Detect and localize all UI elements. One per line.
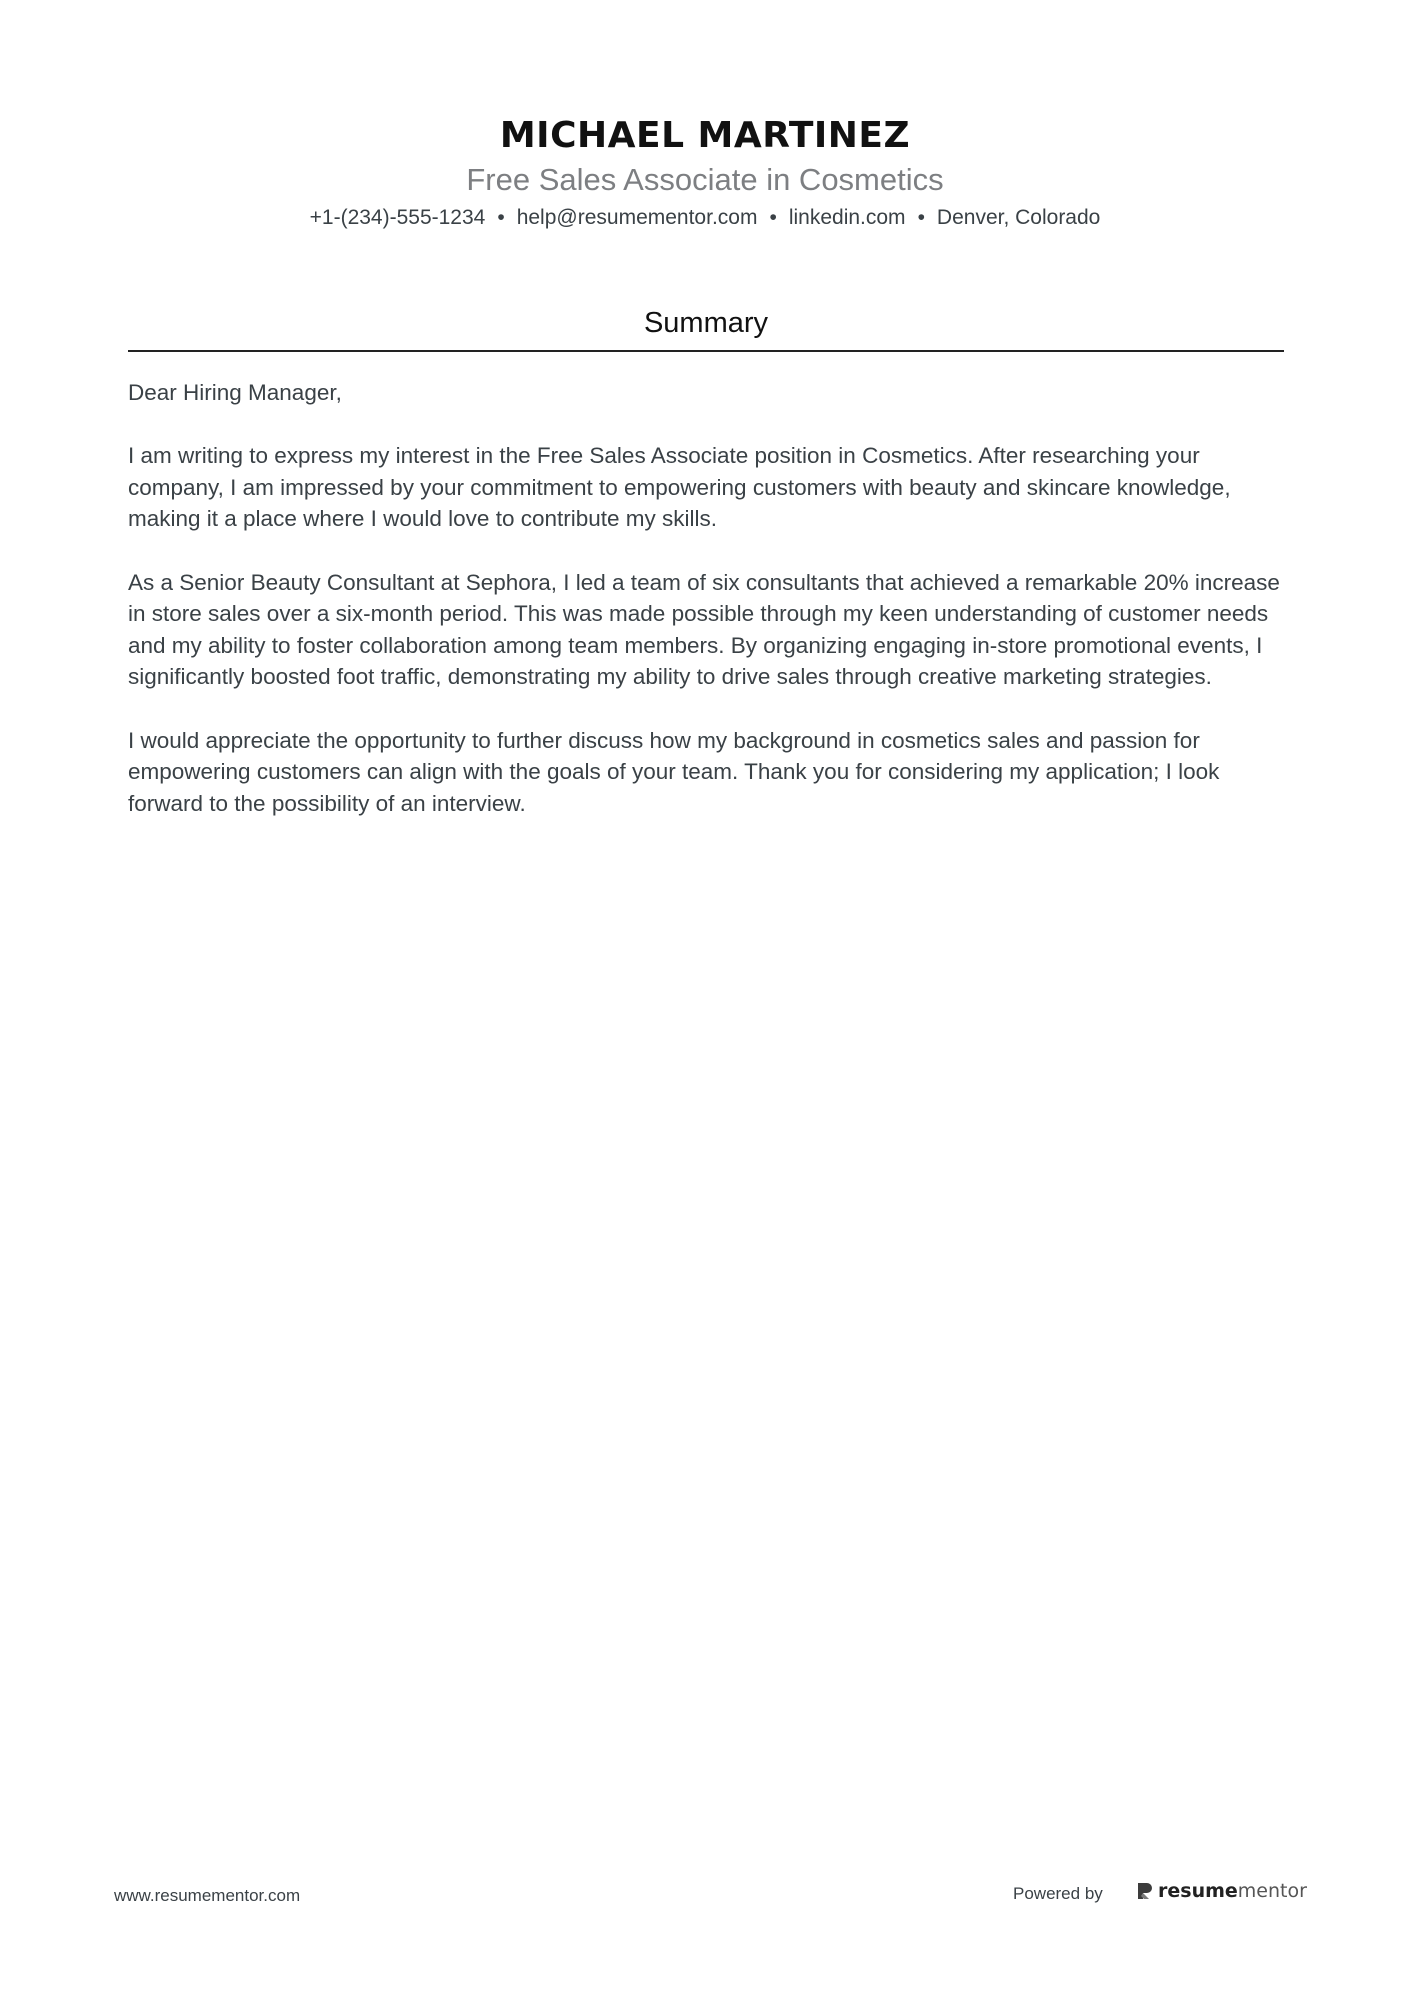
letter-greeting: Dear Hiring Manager, [128, 380, 342, 405]
logo-text-light: mentor [1237, 1880, 1307, 1902]
contact-phone: +1-(234)-555-1234 [309, 206, 486, 229]
letter-paragraph: I am writing to express my interest in the Free Sales Associate position in Cosmetics. After researching your company, I am impressed by your commitment to empowering customers with beauty and skincare knowledge, making it a place where I would love to contribute my skills. [128, 443, 1231, 532]
contact-line [0, 202, 1410, 234]
cover-letter-body [128, 377, 1288, 851]
contact-separator: • [497, 206, 505, 229]
contact-location: Denver, Colorado [936, 206, 1101, 229]
contact-email[interactable]: help@resumementor.com [516, 206, 758, 229]
section-divider [128, 350, 1284, 352]
job-title: Free Sales Associate in Cosmetics [466, 162, 944, 197]
resume-header [0, 112, 1410, 234]
logo-text-bold: resume [1158, 1880, 1238, 1902]
contact-linkedin[interactable]: linkedin.com [788, 206, 906, 229]
footer-powered-by: Powered by [1013, 1884, 1103, 1903]
letter-paragraph: As a Senior Beauty Consultant at Sephora, I led a team of six consultants that achieved a remarkable 20% increase in store sales over a six-month period. This was made possible through my keen understanding of customer needs and my ability to foster collaboration among team members. By organizing engaging in-store promotional events, I significantly boosted foot traffic, demonstrating my ability to drive sales through creative marketing strategies. [128, 569, 1280, 690]
resumementor-logo[interactable] [1136, 1880, 1307, 1902]
candidate-name: MICHAEL MARTINEZ [499, 115, 911, 156]
contact-separator: • [769, 206, 777, 229]
footer-website-link[interactable]: www.resumementor.com [114, 1886, 301, 1905]
contact-separator: • [917, 206, 925, 229]
letter-paragraph: I would appreciate the opportunity to further discuss how my background in cosmetics sales and passion for empowering customers can align with the goals of your team. Thank you for considering my application; I look forward to the possibility of an interview. [128, 727, 1220, 816]
section-title-summary: Summary [643, 307, 769, 339]
resumementor-logo-icon [1136, 1881, 1154, 1901]
